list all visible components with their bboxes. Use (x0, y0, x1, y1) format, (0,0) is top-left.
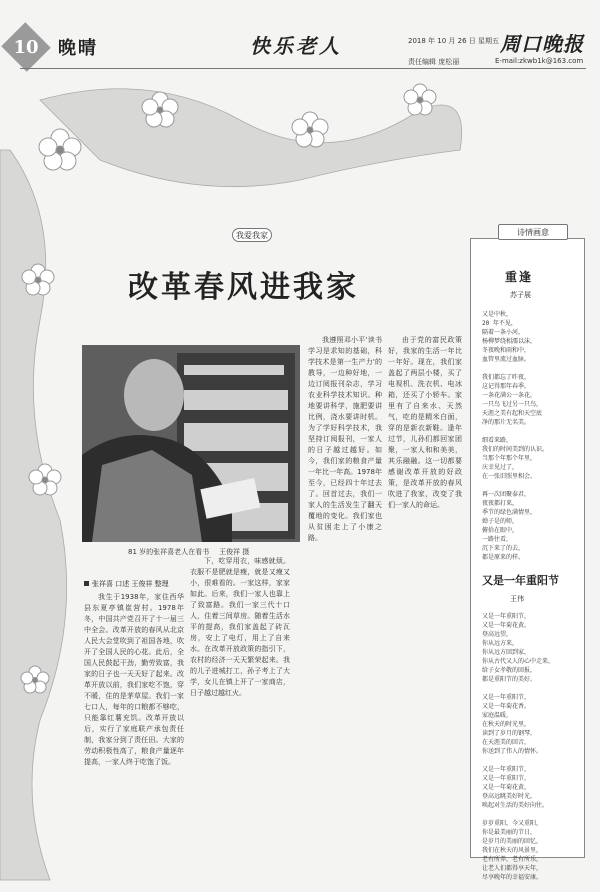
poem-title: 重逢 (505, 270, 534, 284)
issue-date: 2018 年 10 月 26 日 星期五 (408, 37, 499, 45)
story-photo (82, 345, 300, 542)
photo-credit: 王俊祥 摄 (219, 548, 250, 556)
article-text: 我遵照邓小平'读书学习是求知的基础，科学技术是第一生产力'的教导，一边种好地，一边订阅报刊杂志，学习农业科学技术知识。种地要讲科学，施肥要讲比例，浇水要讲时机。为了学好科学技术，我坚持订阅报刊，一家人的日子越过越好。如今，我们家的粮食产量一年比一年高。1978年至今，已经四十年过去了。回首过去，我们一家人的生活发生了翻天覆地的变化。我们家也从贫困走上了小康之路。 (308, 336, 382, 542)
article-text: 我生于1938年，家住西华县东夏亭镇崔营村。1978年冬，中国共产党召开了十一届三中全会。改革开放的春风从北京人民大会堂吹到了祖国各地，吹开了全国人民的心花。此后，全国人民鼓起干劲，勤劳致富，我家的日子也一天天好了起来。改革开放以前，我们家吃不饱，穿不暖，住的是茅草屋。我们一家七口人，每年的口粮都不够吃，只能靠红薯充饥。改革开放以后，实行了家庭联产承包责任制，我家分到了责任田。大家的劳动积极性高了，粮食产量逐年提高，一家人终于吃饱了饭。 (84, 593, 184, 766)
poem-body (482, 310, 580, 571)
poem-stanza: 又是中秋， 20 年不见， 隔着一条小河， 杨柳梦绕相濡以沫， 冬夜晚和雨和中， 血管里流过血脉。 (482, 311, 537, 363)
editor-line: 责任编辑 庞松丽 (408, 58, 460, 66)
email-line: E-mail:zkwb1k@163.com (495, 57, 584, 65)
poem-stanza: 又是一年重阳节， 又是一年重阳节， 又是一年菊花黄， 登高远眺美好时光， 唤起对生活的美好向往。 (482, 766, 549, 809)
poem-stanza: 细看来路， 我们的时间美到的认识。 当那个年那个年里， 庆幸见过了， 在一张旧照里相会。 (482, 437, 549, 480)
header-rule (20, 68, 586, 69)
article-text: 由于党的富民政策好，我家的生活一年比一年好。现在，我们家盖起了两层小楼，买了电视机、洗衣机、电冰箱，还买了小轿车。家里有了自来水、天然气，吃的是精米白面，穿的是新衣新鞋。逢年过节，儿孙们都回家团聚，一家人和和美美，其乐融融。这一切都要感谢改革开放的好政策，是改革开放的春风吹进了我家，改变了我们一家人的命运。 (388, 336, 462, 509)
column-title: 快乐老人 (250, 34, 342, 58)
sidebar-tag: 诗情画意 (498, 224, 568, 240)
poem-stanza: 岁岁重阳，今又重阳， 你是最美丽的节日， 是岁月的美丽的回忆， 我们在秋天的风景里， 老有所养，老有所乐， 让老人们都得享天年， 尽享晚年的幸福安康。 (482, 820, 543, 881)
article-column-2 (190, 556, 290, 884)
poem-stanza: 又是一年重阳节， 又是一年菊花香。 家庭温暖， 在秋天的时光里， 读到了岁月的钢琴， 在天涯美的回音， 你送到了伟人的情怀。 (482, 694, 543, 755)
article-column-3 (308, 335, 382, 884)
poem-body (482, 612, 580, 891)
article-column-4 (388, 335, 462, 884)
article-text: 下，吃穿用衣，味感就烦。衣服不是肥就是瘦，就是又瘦又小，很难看的。一家这样，家家如此。后来，我们一家人也靠上了致富路。我们一家三代十口人，住着三间草房。随着生活水平的提高，我们家盖起了砖瓦房，安上了电灯，用上了自来水。在改革开放政策的指引下，农村的经济一天天繁荣起来。我的儿子进城打工，孙子考上了大学，女儿在镇上开了一家商店，日子越过越红火。 (190, 557, 290, 697)
caption-text: 81 岁的张祥喜老人在看书 (128, 548, 210, 556)
poem-stanza: 又是一年重阳节， 又是一年菊花黄。 登高远望， 你从远方来， 你从远方回到家， 你从古代又人的心中走来， 给子女孝敬的回报， 都是重阳节的美好。 (482, 613, 555, 683)
kicker-label: 我爱我家 (232, 228, 272, 242)
poem-author: 苏子展 (510, 291, 531, 299)
page-number-badge (1, 22, 50, 71)
headline: 改革春风进我家 (128, 270, 359, 305)
poem-title: 又是一年重阳节 (482, 574, 559, 587)
poem-author: 王伟 (510, 595, 524, 603)
page-number: 10 (13, 36, 39, 58)
byline: 张祥喜 口述 王俊祥 整理 (84, 579, 169, 589)
poem-stanza: 再一次团聚泰君， 夜夜都打来， 季节的绿色满情里， 婵子是的师， 俯拾在眼中， 一路往看， 沉下来了的去， 都是原来的样。 (482, 491, 537, 561)
paper-name: 周口晚报 (500, 32, 584, 56)
article-column-1 (84, 592, 184, 884)
poem-stanza: 我们都忘了昨夜， 这记得那年春季， 一条花满公一条花， 一只鸟飞过另一只鸟， 天涯之美有起和天空底 净的那片无名美。 (482, 374, 543, 426)
edition-title: 晚晴 (58, 38, 98, 59)
